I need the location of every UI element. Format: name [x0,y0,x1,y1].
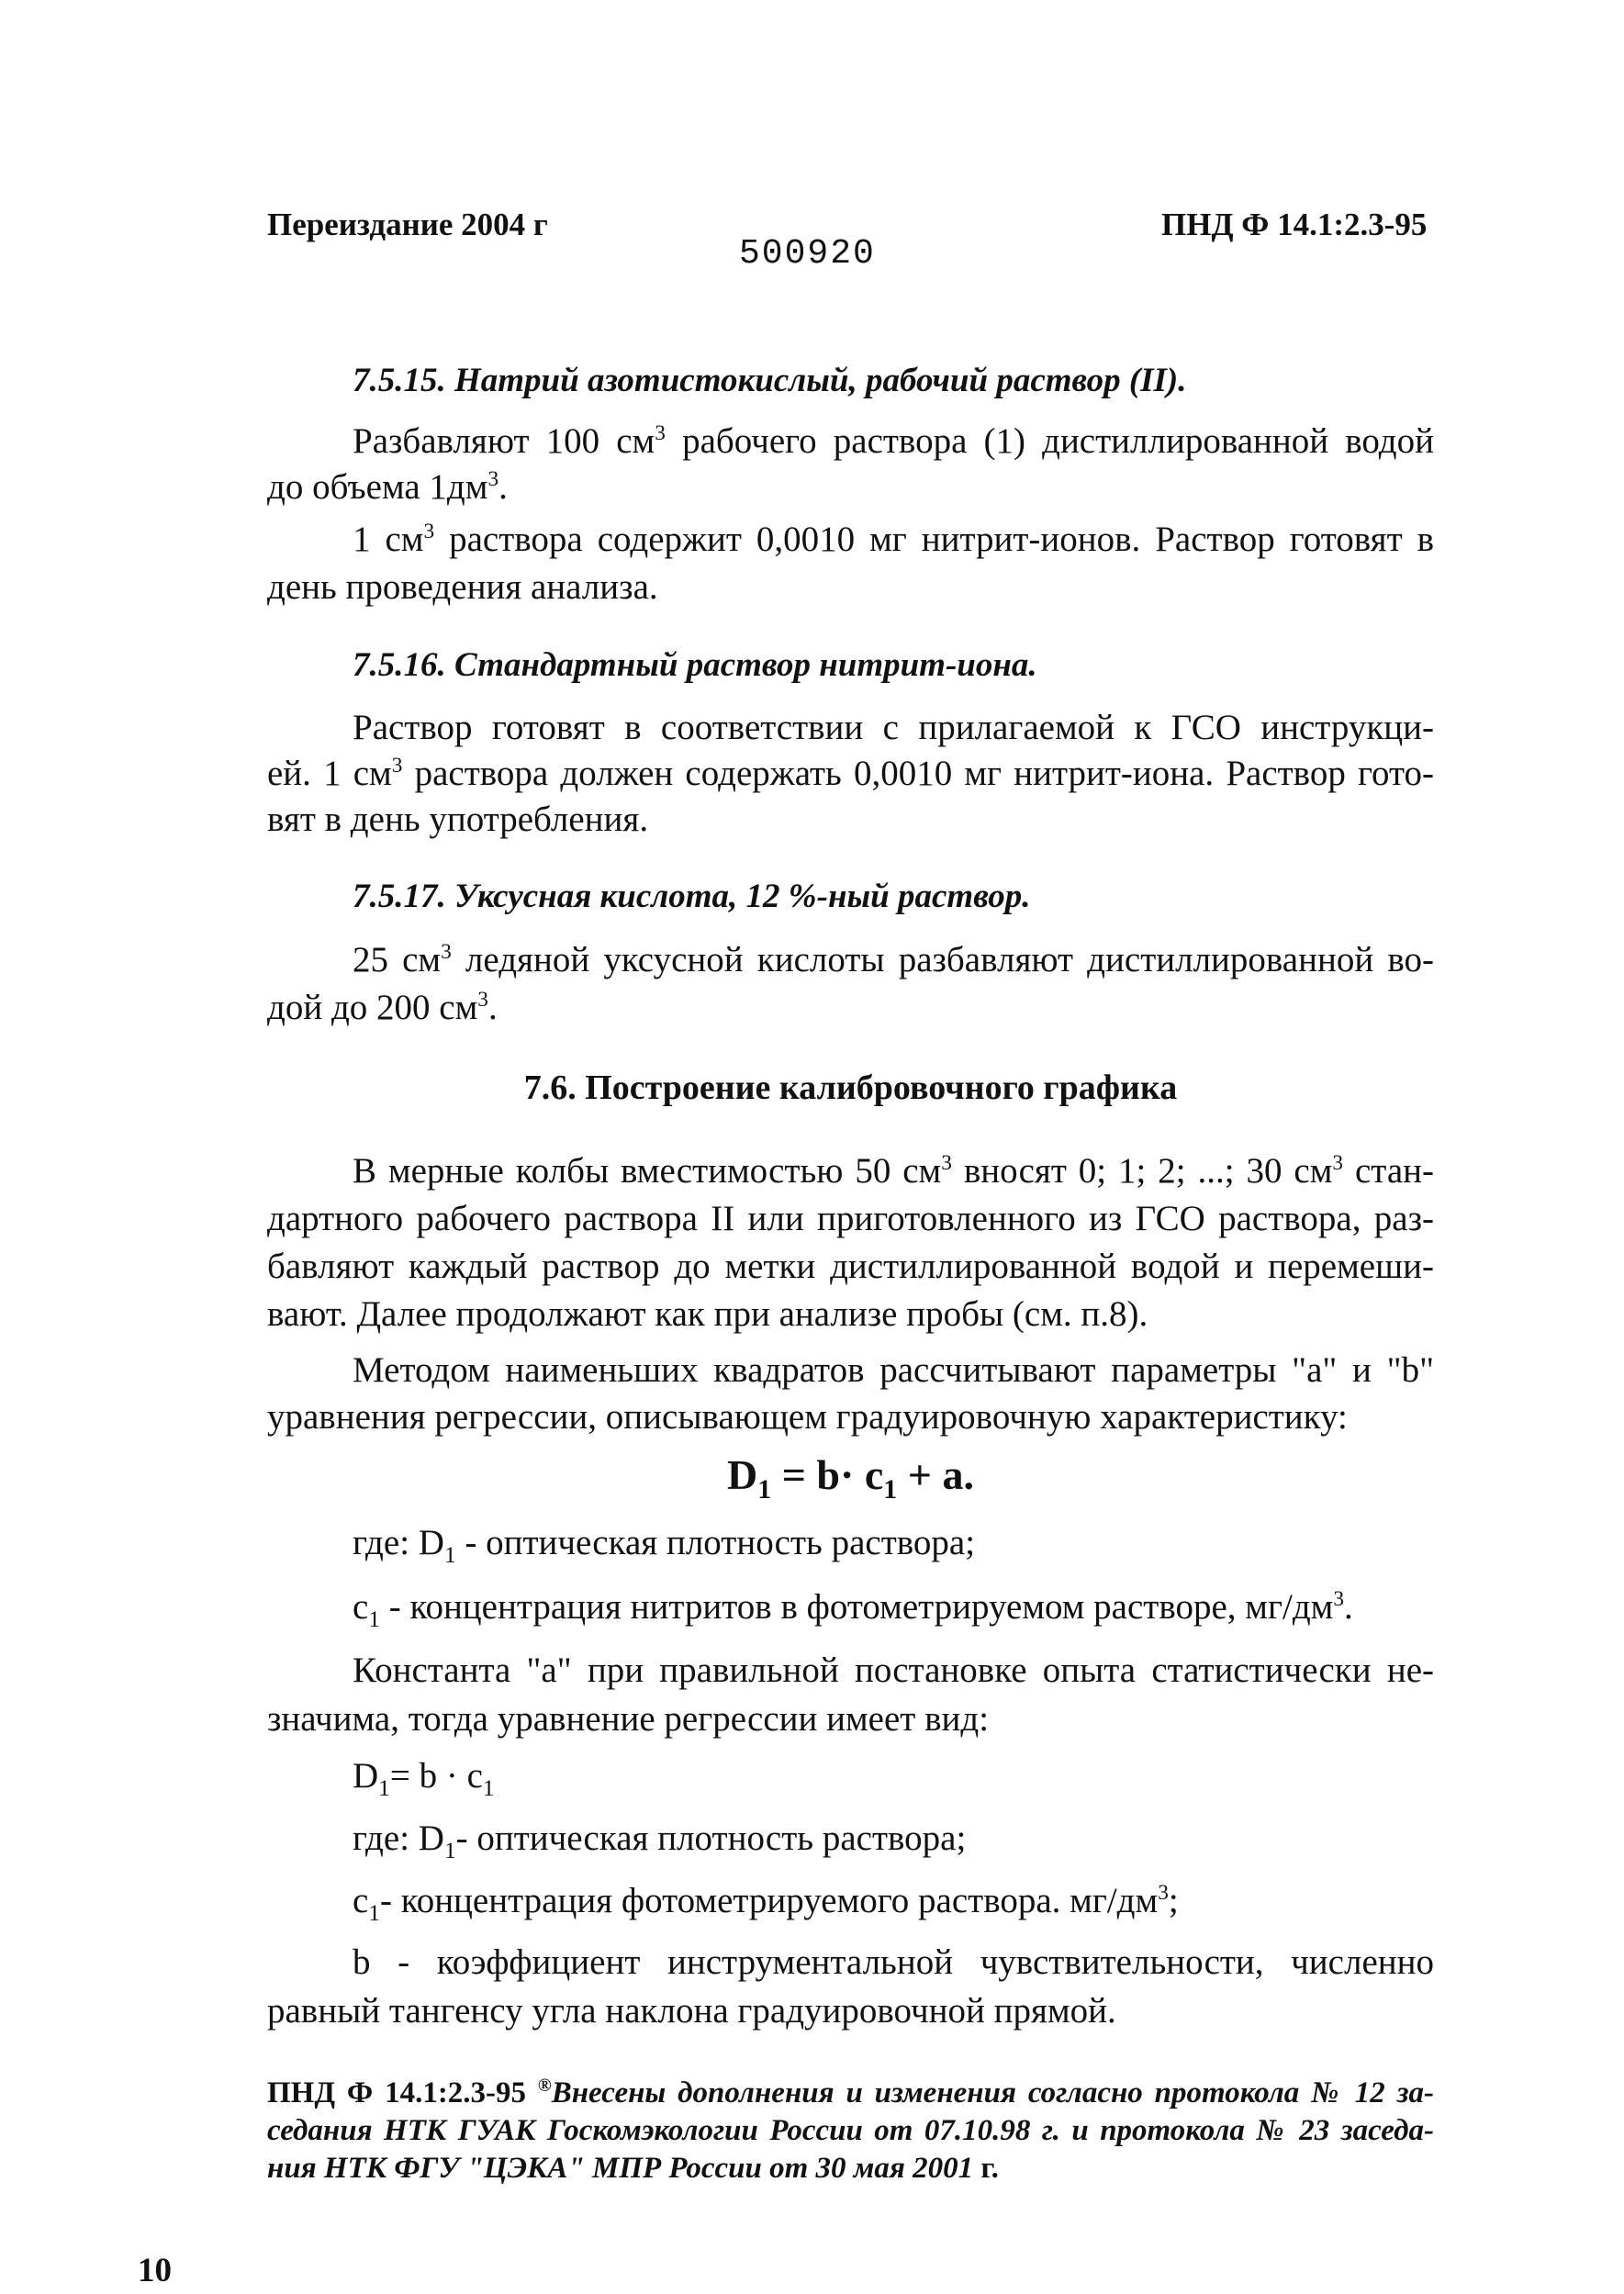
section-7-6-title: 7.6. Построение калибровочного графика [523,1069,1178,1107]
paragraph-line: значима, тогда уравнение регрессии имеет вид: [267,1699,990,1739]
paragraph-line: Константа "а" при правильной постановке опыта статистически не- [353,1651,1434,1690]
paragraph-line: ей. 1 $см^3$ раствора должен содержать 0,0010 мг нитрит-иона. Раствор гото- [267,754,1434,793]
paragraph-line: до объема $1дм^3$. [267,467,508,507]
paragraph-line: 25 $см^3$ ледяной уксусной кислоты разбавляют дистиллированной во- [353,940,1434,979]
section-7-5-15-title: 7.5.15. Натрий азотистокислый, рабочий раствор (II). [353,362,1187,399]
formula-legend-line: $c_1$ - концентрация нитритов в фотометрируемом растворе, $мг/дм^3$. [353,1587,1353,1632]
paragraph-line: бавляют каждый раствор до метки дистиллированной водой и перемеши- [267,1247,1434,1286]
paragraph-line: Разбавляют 100 $см^3$ рабочего раствора (1) дистиллированной водой [353,421,1435,461]
footnote-line: ния НТК ФГУ "ЦЭКА" МПР России от 30 мая 2001 г. [267,2152,999,2185]
paragraph-line: 1 $см^3$ раствора содержит 0,0010 мг нитрит-ионов. Раствор готовят в [353,520,1434,559]
footnote-line: седания НТК ГУАК Госкомэкологии России от 07.10.98 г. и протокола № 23 заседа- [267,2114,1434,2147]
paragraph-line: вят в день употребления. [267,800,649,839]
paragraph-line: уравнения регрессии, описывающем градуировочную характеристику: [267,1397,1348,1437]
paragraph-line: день проведения анализа. [267,567,658,607]
section-7-5-17-title: 7.5.17. Уксусная кислота, 12 %-ный раствор. [353,878,1031,915]
paragraph-line: дартного рабочего раствора II или приготовленного из ГСО раствора, раз- [267,1199,1434,1238]
paragraph-line: b - коэффициент инструментальной чувствительности, численно [353,1942,1434,1982]
formula-legend-line: где: $D_1-$ оптическая плотность раствора; [353,1818,967,1863]
header-right: ПНД Ф 14.1:2.3-95 [1161,207,1428,242]
document-stamp-number: 500920 [739,234,876,274]
paragraph-line: дой до 200 $см^3$. [267,988,498,1027]
formula-legend-line: где: $D_1$ - оптическая плотность раствора; [353,1523,976,1568]
page-number: 10 [138,2252,172,2289]
paragraph-line: В мерные колбы вместимостью 50 $см^3$ вносят 0; 1; 2; ...; 30 $см^3$ стан- [353,1151,1434,1191]
paragraph-line: равный тангенсу угла наклона градуировочной прямой. [267,1991,1116,2031]
paragraph-line: Методом наименьших квадратов рассчитывают параметры "а" и "b" [353,1350,1434,1390]
regression-formula-full: $D_1 = b\cdot c_1 + a$. [727,1451,974,1505]
paragraph-line: Раствор готовят в соответствии с прилагаемой к ГСО инструкци- [353,708,1434,747]
paragraph-line: вают. Далее продолжают как при анализе пробы (см. п.8). [267,1294,1148,1334]
regression-formula-simplified: $D_1= b \cdot c_1$ [353,1756,495,1801]
section-7-5-16-title: 7.5.16. Стандартный раствор нитрит-иона. [353,646,1037,684]
header-left: Переиздание 2004 г [267,207,548,242]
footnote-line: ПНД Ф 14.1:2.3-95 ®Внесены дополнения и изменения согласно протокола № 12 за- [267,2076,1434,2109]
formula-legend-line: $c_1-$ концентрация фотометрируемого раствора. $мг/дм^3$; [353,1881,1179,1926]
